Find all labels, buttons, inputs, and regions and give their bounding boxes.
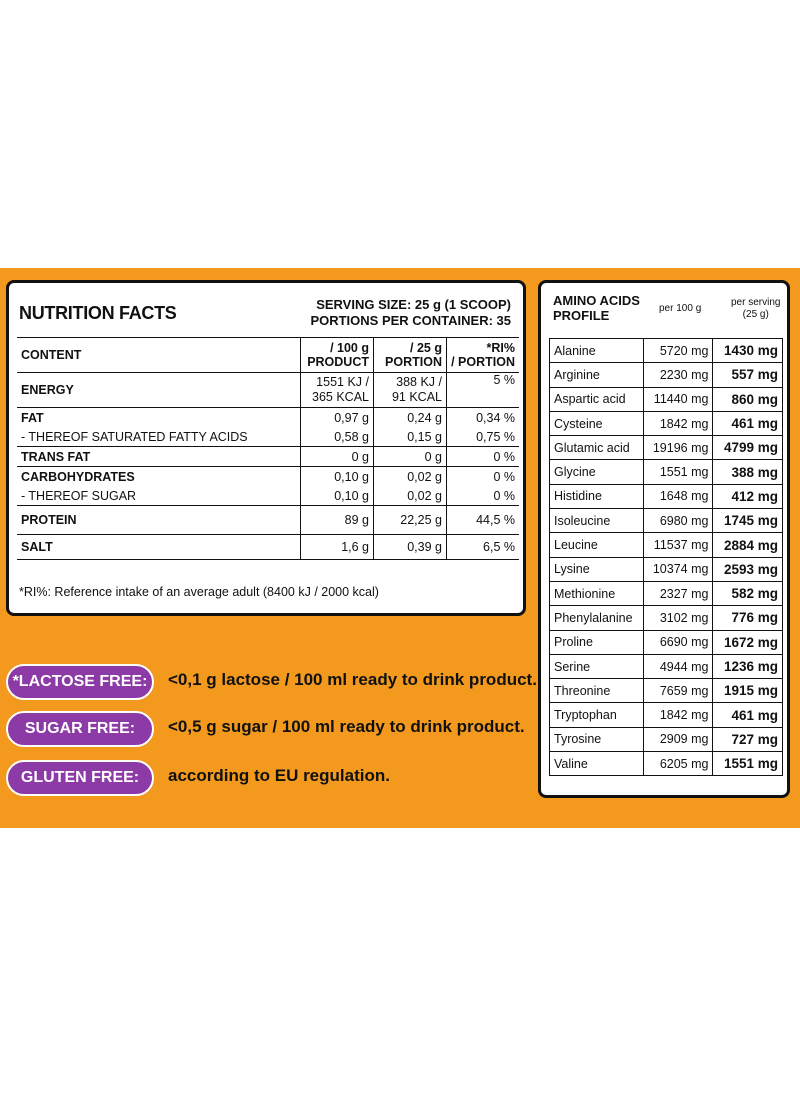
nutrition-row-sugar xyxy=(17,486,519,506)
amino-per100: 1842 mg xyxy=(643,703,713,727)
header-per-portion xyxy=(374,338,447,373)
amino-name: Glutamic acid xyxy=(550,436,644,460)
amino-title-line2: PROFILE xyxy=(553,308,610,323)
amino-per100: 3102 mg xyxy=(643,606,713,630)
serving-size: SERVING SIZE: 25 g (1 SCOOP) xyxy=(316,297,511,312)
row-label: TRANS FAT xyxy=(17,447,301,467)
amino-per100: 6690 mg xyxy=(643,630,713,654)
nutrition-row-salt xyxy=(17,535,519,560)
header-ri xyxy=(447,338,520,373)
amino-per-serving: 2884 mg xyxy=(713,533,783,557)
amino-per-serving: 2593 mg xyxy=(713,557,783,581)
amino-per100: 2327 mg xyxy=(643,581,713,605)
amino-row xyxy=(550,557,783,581)
amino-per-serving: 727 mg xyxy=(713,727,783,751)
amino-row xyxy=(550,339,783,363)
amino-name: Tryptophan xyxy=(550,703,644,727)
amino-row xyxy=(550,606,783,630)
row-value-portion: 22,25 g xyxy=(374,506,447,535)
row-value-100g: 0 g xyxy=(301,447,374,467)
amino-per-serving: 582 mg xyxy=(713,581,783,605)
row-value-100g: 1,6 g xyxy=(301,535,374,560)
serving-info xyxy=(310,297,511,329)
amino-row xyxy=(550,752,783,776)
row-value-ri: 0,34 % xyxy=(476,410,515,425)
amino-name: Phenylalanine xyxy=(550,606,644,630)
amino-header-per100: per 100 g xyxy=(659,303,702,314)
amino-row xyxy=(550,509,783,533)
amino-row xyxy=(550,460,783,484)
lactose-free-text: <0,1 g lactose / 100 ml ready to drink product. xyxy=(168,670,537,689)
row-value-portion: 0,15 g xyxy=(374,427,447,447)
row-label: PROTEIN xyxy=(17,506,301,535)
nutrition-header-row xyxy=(17,338,519,373)
amino-table xyxy=(549,338,783,776)
row-value-ri: 0,75 % xyxy=(447,427,520,447)
amino-per-serving: 1430 mg xyxy=(713,339,783,363)
row-value-ri: 5 % xyxy=(447,373,520,408)
amino-name: Cysteine xyxy=(550,411,644,435)
amino-name: Isoleucine xyxy=(550,509,644,533)
amino-per100: 1842 mg xyxy=(643,411,713,435)
amino-row xyxy=(550,581,783,605)
amino-per-serving: 1915 mg xyxy=(713,679,783,703)
row-value-100g: 0,10 g xyxy=(301,486,374,506)
amino-name: Aspartic acid xyxy=(550,387,644,411)
amino-per100: 11537 mg xyxy=(643,533,713,557)
nutrition-row-saturated xyxy=(17,427,519,447)
nutrition-table xyxy=(17,337,519,560)
row-label: - THEREOF SATURATED FATTY ACIDS xyxy=(17,427,301,447)
amino-name: Serine xyxy=(550,654,644,678)
amino-per100: 7659 mg xyxy=(643,679,713,703)
sugar-free-pill: SUGAR FREE: xyxy=(6,711,154,747)
row-value-portion xyxy=(374,373,447,408)
amino-row xyxy=(550,436,783,460)
amino-title-line1: AMINO ACIDS xyxy=(553,293,640,308)
gluten-free-text: according to EU regulation. xyxy=(168,766,390,785)
amino-name: Arginine xyxy=(550,363,644,387)
nutrition-facts-panel xyxy=(6,280,526,616)
energy-kcal-100g: 365 KCAL xyxy=(312,390,369,404)
row-value-portion: 0,39 g xyxy=(374,535,447,560)
nutrition-title: NUTRITION FACTS xyxy=(19,303,177,323)
amino-per100: 11440 mg xyxy=(643,387,713,411)
header-per-100g-line1: / 100 g xyxy=(330,341,369,355)
amino-row xyxy=(550,727,783,751)
amino-name: Alanine xyxy=(550,339,644,363)
amino-per100: 5720 mg xyxy=(643,339,713,363)
amino-per100: 6205 mg xyxy=(643,752,713,776)
amino-per100: 4944 mg xyxy=(643,654,713,678)
row-label: CARBOHYDRATES xyxy=(17,467,301,487)
amino-per-serving: 461 mg xyxy=(713,411,783,435)
amino-per-serving: 1551 mg xyxy=(713,752,783,776)
amino-name: Threonine xyxy=(550,679,644,703)
amino-per-serving: 860 mg xyxy=(713,387,783,411)
amino-per-serving: 1236 mg xyxy=(713,654,783,678)
amino-per100: 19196 mg xyxy=(643,436,713,460)
amino-per100: 6980 mg xyxy=(643,509,713,533)
row-label: ENERGY xyxy=(17,373,301,408)
amino-row xyxy=(550,703,783,727)
sugar-free-text: <0,5 g sugar / 100 ml ready to drink product. xyxy=(168,717,525,736)
nutrition-row-fat xyxy=(17,408,519,428)
row-label: - THEREOF SUGAR xyxy=(17,486,301,506)
row-value-100g: 89 g xyxy=(301,506,374,535)
row-value-100g: 0,58 g xyxy=(301,427,374,447)
header-per-portion-line1: / 25 g xyxy=(410,341,442,355)
amino-per-serving: 776 mg xyxy=(713,606,783,630)
amino-row xyxy=(550,411,783,435)
row-value-portion: 0,02 g xyxy=(374,486,447,506)
amino-per100: 10374 mg xyxy=(643,557,713,581)
header-ri-line1: *RI% xyxy=(486,341,515,355)
amino-name: Methionine xyxy=(550,581,644,605)
amino-per100: 2230 mg xyxy=(643,363,713,387)
energy-kj-portion: 388 KJ / xyxy=(396,375,442,389)
header-per-100g-line2: PRODUCT xyxy=(307,355,369,369)
amino-title xyxy=(553,293,640,323)
row-label: SALT xyxy=(17,535,301,560)
header-ri-line2: / PORTION xyxy=(451,355,515,369)
amino-per-serving: 388 mg xyxy=(713,460,783,484)
nutrition-row-carbohydrates xyxy=(17,467,519,487)
header-per-portion-line2: PORTION xyxy=(385,355,442,369)
row-value-100g: 0,97 g xyxy=(301,408,374,428)
amino-name: Lysine xyxy=(550,557,644,581)
amino-per100: 1551 mg xyxy=(643,460,713,484)
amino-header-per-serving-line2: (25 g) xyxy=(742,309,769,320)
amino-name: Glycine xyxy=(550,460,644,484)
amino-per-serving: 412 mg xyxy=(713,484,783,508)
nutrition-row-protein xyxy=(17,506,519,535)
amino-name: Proline xyxy=(550,630,644,654)
row-label: FAT xyxy=(17,408,301,428)
amino-row xyxy=(550,630,783,654)
amino-row xyxy=(550,533,783,557)
row-value-100g xyxy=(301,373,374,408)
ri-footnote: *RI%: Reference intake of an average adult (8400 kJ / 2000 kcal) xyxy=(19,585,379,599)
amino-row xyxy=(550,654,783,678)
row-value-ri: 0 % xyxy=(493,469,515,484)
amino-row xyxy=(550,363,783,387)
row-value-portion: 0 g xyxy=(374,447,447,467)
row-value-portion: 0,02 g xyxy=(374,467,447,487)
energy-kcal-portion: 91 KCAL xyxy=(391,390,442,404)
row-value-100g: 0,10 g xyxy=(301,467,374,487)
amino-name: Leucine xyxy=(550,533,644,557)
header-per-100g xyxy=(301,338,374,373)
header-content: CONTENT xyxy=(17,338,301,373)
amino-row xyxy=(550,387,783,411)
amino-name: Histidine xyxy=(550,484,644,508)
amino-per100: 2909 mg xyxy=(643,727,713,751)
amino-per-serving: 461 mg xyxy=(713,703,783,727)
amino-name: Tyrosine xyxy=(550,727,644,751)
nutrition-row-energy xyxy=(17,373,519,408)
row-value-ri: 44,5 % xyxy=(447,506,520,535)
row-value-ri: 0 % xyxy=(447,486,520,506)
lactose-free-pill: *LACTOSE FREE: xyxy=(6,664,154,700)
row-value-ri: 6,5 % xyxy=(447,535,520,560)
portions-per-container: PORTIONS PER CONTAINER: 35 xyxy=(310,313,511,328)
amino-row xyxy=(550,484,783,508)
row-value-portion: 0,24 g xyxy=(374,408,447,428)
amino-per-serving: 1672 mg xyxy=(713,630,783,654)
amino-row xyxy=(550,679,783,703)
amino-per-serving: 4799 mg xyxy=(713,436,783,460)
amino-per100: 1648 mg xyxy=(643,484,713,508)
amino-header-per-serving xyxy=(731,297,780,321)
nutrition-row-trans-fat xyxy=(17,447,519,467)
amino-name: Valine xyxy=(550,752,644,776)
energy-kj-100g: 1551 KJ / xyxy=(316,375,369,389)
amino-per-serving: 557 mg xyxy=(713,363,783,387)
amino-acids-panel xyxy=(538,280,790,798)
amino-header-per-serving-line1: per serving xyxy=(731,297,781,308)
gluten-free-pill: GLUTEN FREE: xyxy=(6,760,154,796)
amino-per-serving: 1745 mg xyxy=(713,509,783,533)
row-value-ri: 0 % xyxy=(447,447,520,467)
